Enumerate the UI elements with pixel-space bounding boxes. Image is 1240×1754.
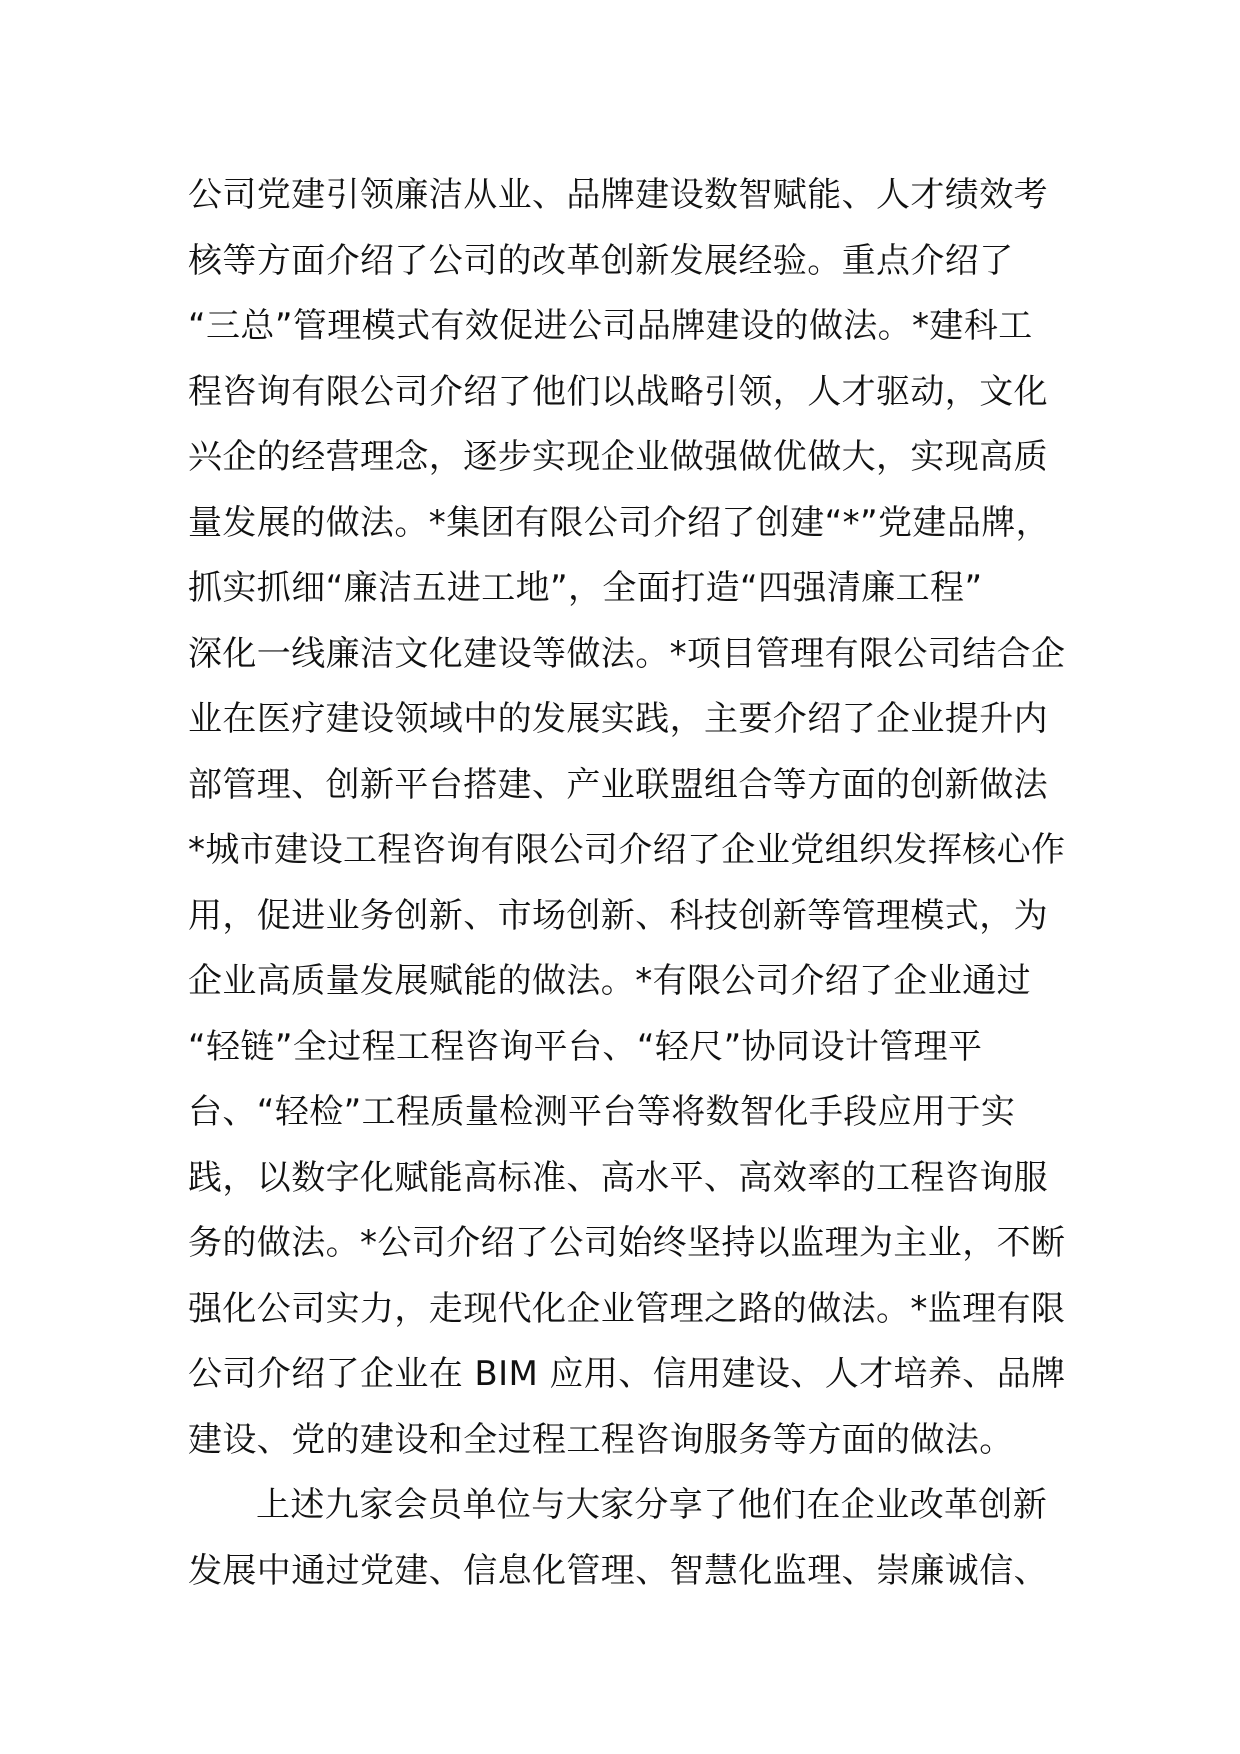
text-line: 用，促进业务创新、市场创新、科技创新等管理模式，为 [188,895,1048,936]
text-line: 公司介绍了企业在 BIM 应用、信用建设、人才培养、品牌 [188,1354,1066,1394]
text-line: 量发展的做法。*集团有限公司介绍了创建“*”党建品牌， [188,502,1051,543]
paragraph-start-line: 上述九家会员单位与大家分享了他们在企业改革创新 [256,1485,1048,1525]
text-line: 兴企的经营理念，逐步实现企业做强做优做大，实现高质 [188,437,1048,477]
text-line: “三总”管理模式有效促进公司品牌建设的做法。*建科工 [188,306,1033,346]
text-line: 强化公司实力，走现代化企业管理之路的做法。*监理有限 [188,1288,1066,1329]
text-line: 务的做法。*公司介绍了公司始终坚持以监理为主业，不断 [188,1223,1066,1263]
text-line: 践，以数字化赋能高标准、高水平、高效率的工程咨询服 [188,1157,1048,1198]
text-line: 业在医疗建设领域中的发展实践，主要介绍了企业提升内 [188,699,1048,739]
text-line: *城市建设工程咨询有限公司介绍了企业党组织发挥核心作 [188,830,1066,870]
text-line: 公司党建引领廉洁从业、品牌建设数智赋能、人才绩效考 [188,175,1048,215]
text-line: “轻链”全过程工程咨询平台、“轻尺”协同设计管理平 [188,1026,983,1067]
text-line: 企业高质量发展赋能的做法。*有限公司介绍了企业通过 [188,961,1031,1001]
text-line: 核等方面介绍了公司的改革创新发展经验。重点介绍了 [188,240,1014,281]
text-line: 部管理、创新平台搭建、产业联盟组合等方面的创新做法 [188,764,1048,805]
text-line: 发展中通过党建、信息化管理、智慧化监理、崇廉诚信、 [188,1550,1048,1591]
text-line: 程咨询有限公司介绍了他们以战略引领，人才驱动，文化 [188,371,1048,412]
text-line: 建设、党的建设和全过程工程咨询服务等方面的做法。 [188,1419,1014,1460]
text-line: 台、“轻检”工程质量检测平台等将数智化手段应用于实 [188,1092,1016,1132]
text-line: 深化一线廉洁文化建设等做法。*项目管理有限公司结合企 [188,633,1066,674]
body-text [188,163,1066,1604]
text-line: 抓实抓细“廉洁五进工地”，全面打造“四强清廉工程” [188,568,983,608]
